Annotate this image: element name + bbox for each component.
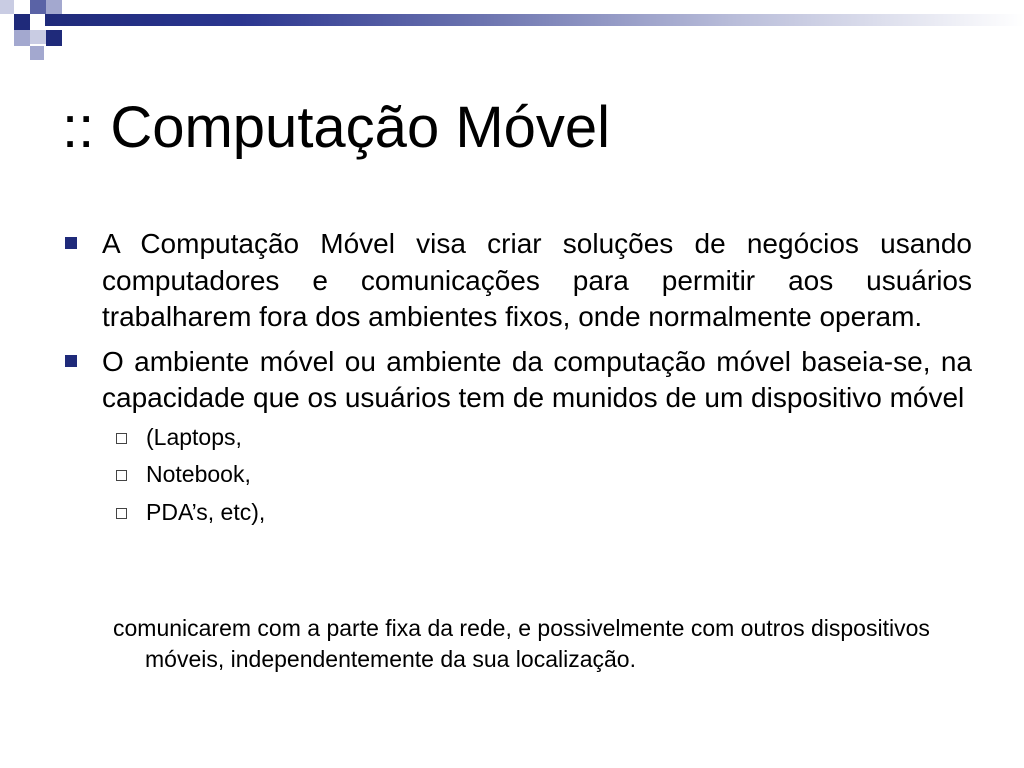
sub-bullet-text: PDA’s, etc), — [146, 498, 266, 525]
decor-square — [30, 30, 46, 44]
sub-bullet-item — [102, 456, 972, 494]
bullet-item — [62, 226, 972, 336]
sub-bullet-item — [102, 419, 972, 457]
sub-bullet-item — [102, 494, 972, 532]
decor-square — [0, 0, 14, 14]
hollow-square-bullet-icon — [116, 433, 127, 444]
hollow-square-bullet-icon — [116, 508, 127, 519]
continuation-text: comunicarem com a parte fixa da rede, e possivelmente com outros dispositivos móveis, independentemente da sua localização. — [113, 615, 930, 672]
bullet-text: O ambiente móvel ou ambiente da computação móvel baseia-se, na capacidade que os usuários tem de munidos de um dispositivo móvel — [102, 345, 972, 413]
decorative-header-band — [0, 0, 1024, 60]
bullet-item — [62, 344, 972, 532]
sub-bullet-text: Notebook, — [146, 461, 251, 487]
decor-square — [46, 0, 62, 14]
bullet-text: A Computação Móvel visa criar soluções de negócios usando computadores e comunicações para permitir aos usuários trabalharem fora dos ambientes fixos, onde normalmente operam. — [102, 228, 972, 332]
square-bullet-icon — [65, 237, 77, 249]
sub-bullet-text: (Laptops, — [146, 423, 242, 450]
decor-square — [14, 14, 30, 30]
bullet-list — [62, 226, 972, 539]
hollow-square-bullet-icon — [116, 470, 127, 481]
decor-square — [30, 0, 46, 14]
header-gradient-bar — [45, 14, 1024, 26]
slide-title: :: Computação Móvel — [62, 95, 611, 160]
square-bullet-icon — [65, 355, 77, 367]
decor-square — [46, 30, 62, 46]
decor-square — [30, 46, 44, 60]
sub-bullet-list — [102, 419, 972, 532]
decor-square — [14, 30, 30, 46]
